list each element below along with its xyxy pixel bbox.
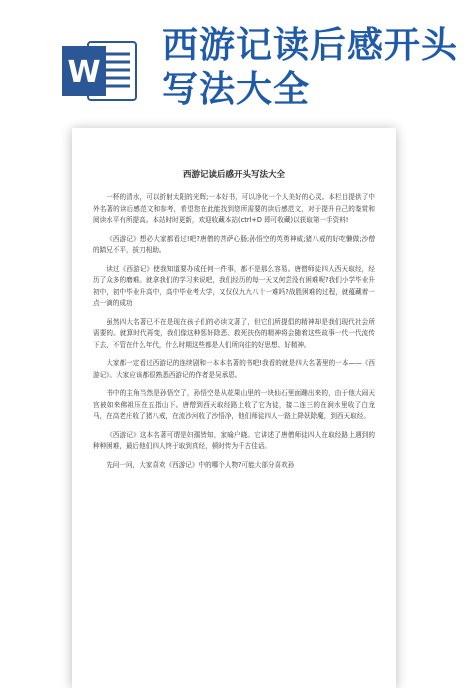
document-body — [93, 192, 375, 478]
paragraph: 读过《西游记》使我知道要办成任何一件事，都不是那么容易。唐僧师徒四人西天取经，经历了众多的磨难。就拿我们的学习来说吧，我们经历的每一天又何尝没有困难呢?我们小学毕业升初中，初中毕业升高中，高中毕业考大学，又仅仅九九八十一难吗?战胜困难的过程，就蕴藏着一点一滴的成功 — [93, 264, 375, 307]
paragraph: 虽然四大名著已不在是现在孩子们的必读文著了，但它们所提倡的精神却是我们现代社会所需要的。就算时代再变，我们像这种惩奸除恶、救死扶伤的精神将会随着这些故事一代一代流传下去，不管在什么年代，什么时期这些都是人们所向往的好思想、好精神。 — [93, 317, 375, 349]
paragraph: 《西游记》想必大家都看过!吧?唐僧的菩萨心肠;孙悟空的英勇神威;猪八戒的好吃懒做;沙僧的踏兄不平，拔刀相助。 — [93, 234, 375, 254]
paragraph: 书中的主角当然是孙悟空了，孙悟空是从花果山里的一块仙石里面蹦出来的，由于他大闹天宫被如来佛祖压在五指山下。唐僧到西天取经路上收了它为徒，接二连三的在涧水里收了白龙马，在高老庄收了猪八戒，在流沙河收了沙悟净，他们师徒四人一路上降妖除魔，到西天取经。 — [93, 389, 375, 420]
paragraph: 一杯的清水，可以折射太阳的光辉;一本好书，可以净化一个人美好的心灵。本栏目提供了中外名著的读后感范文和参考，希望您在此能找到您所需要的读后感范文，对于提升自己的鉴赏和阅读水平有所提高。本站时时更新，欢迎收藏本站(ctrl+D 即可收藏)以获取第一手资料! — [93, 193, 375, 224]
document-title: 西游记读后感开头写法大全 — [182, 170, 285, 180]
page-fade-overlay — [72, 652, 396, 688]
word-icon-letter: W — [67, 55, 101, 90]
document-page — [72, 128, 396, 688]
paragraph: 《西游记》这本名著可谓是妇孺皆知，家喻户晓。它讲述了唐僧师徒四人在取经路上遇到的种种困难，最后他们四人终于取到真经，顿时传为千古佳话。 — [93, 430, 375, 450]
word-icon — [62, 38, 138, 104]
banner-title: 西游记读后感开头写法大全 — [162, 25, 459, 110]
paragraph: 大家都一定看过西游记的连续剧和一本本名著的书吧!我看的就是四大名著里的一本——《西游记》。大家应该都很熟悉西游记的作者是吴承恩。 — [93, 359, 375, 379]
paragraph: 先问一问，大家喜欢《西游记》中的哪个人物?可能大部分喜欢孙 — [106, 460, 295, 469]
